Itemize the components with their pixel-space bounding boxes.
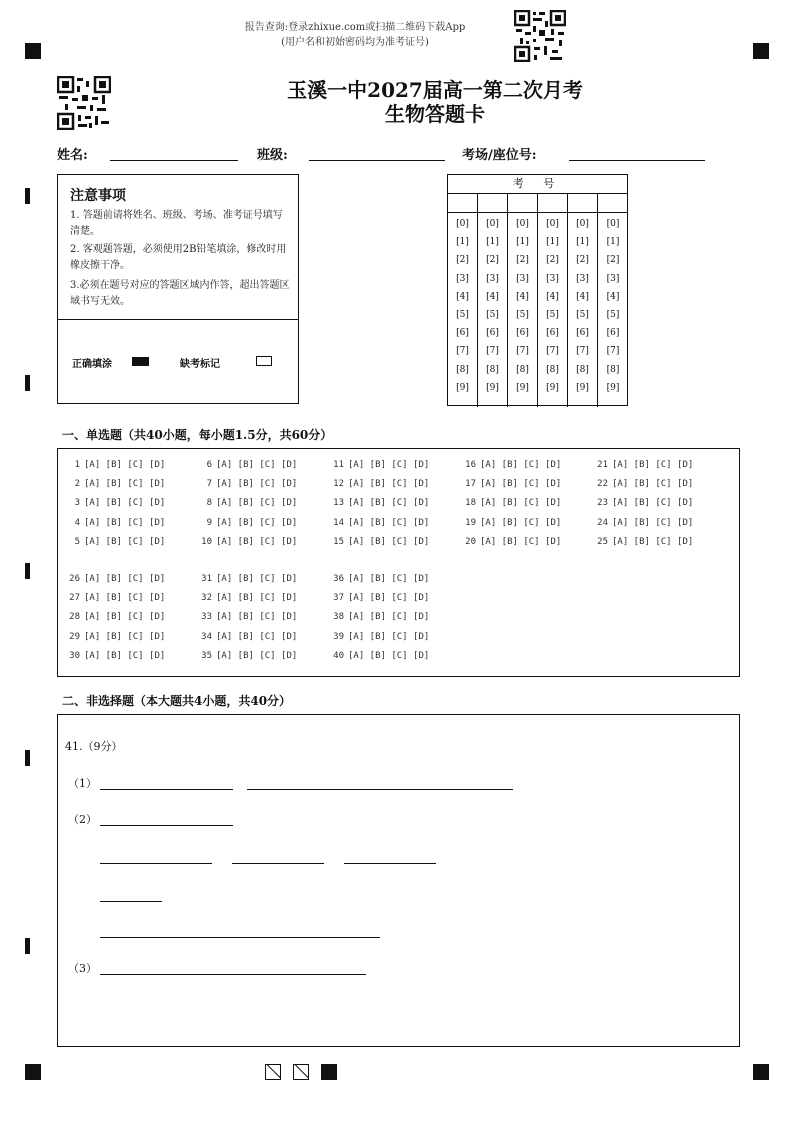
mcq-number: 27 [69, 593, 80, 604]
mcq-question-34[interactable] [198, 632, 297, 642]
mcq-options[interactable]: [A] [B] [C] [D] [348, 536, 430, 547]
notice-item-3: 3.必须在题号对应的答题区域内作答，超出答题区域书写无效。 [70, 280, 290, 307]
corner-mark-top-left [25, 43, 41, 59]
mcq-number: 19 [465, 517, 476, 528]
sheet-title [230, 78, 640, 126]
mcq-options[interactable]: [A] [B] [C] [D] [612, 536, 694, 547]
notice-item-2: 2. 客观题答题，必须使用2B铅笔填涂，修改时用橡皮擦干净。 [70, 244, 287, 271]
mcq-number: 31 [201, 574, 212, 584]
page-marker-crossed [293, 1064, 309, 1080]
mcq-number: 17 [465, 479, 476, 490]
exam-digit-bubble[interactable]: [1] [606, 237, 620, 248]
answer-line[interactable] [232, 863, 324, 864]
qr-code-left [57, 76, 111, 130]
mcq-number: 18 [465, 498, 476, 509]
mcq-question-14[interactable] [330, 518, 429, 528]
mcq-options[interactable]: [A] [B] [C] [D] [216, 460, 298, 470]
exam-number-column [448, 193, 478, 407]
mcq-options[interactable]: [A] [B] [C] [D] [216, 517, 298, 528]
exam-digit-bubble[interactable]: [4] [486, 291, 499, 302]
mcq-number: 28 [69, 612, 80, 623]
exam-digit-bubble[interactable]: [3] [576, 273, 589, 284]
exam-digit-bubble[interactable]: [9] [456, 382, 469, 393]
exam-digit-bubble[interactable]: [8] [516, 364, 529, 375]
class-label: 班级: [257, 148, 288, 163]
mcq-question-38[interactable] [330, 612, 429, 622]
mcq-options[interactable]: [A] [B] [C] [D] [216, 498, 298, 509]
mcq-question-19[interactable] [462, 518, 561, 528]
exam-digit-bubble[interactable]: [7] [576, 346, 589, 357]
mcq-question-28[interactable] [66, 612, 165, 622]
exam-digit-bubble[interactable]: [9] [576, 382, 589, 393]
mcq-options[interactable]: [A] [B] [C] [D] [216, 479, 298, 490]
question-41-label: 41.（9分） [65, 740, 123, 753]
exam-digit-bubble[interactable]: [2] [546, 255, 559, 266]
mcq-number: 13 [333, 498, 344, 509]
exam-number-write-cell[interactable] [448, 193, 477, 213]
mcq-number: 36 [333, 574, 344, 584]
mcq-question-4[interactable] [66, 518, 165, 528]
exam-digit-bubble[interactable]: [9] [606, 382, 620, 393]
mcq-question-7[interactable] [198, 479, 297, 489]
timing-bar [25, 188, 30, 204]
mcq-number: 8 [206, 498, 212, 509]
free-response-area [57, 714, 740, 1047]
notice-box [57, 174, 299, 404]
mcq-options[interactable]: [A] [B] [C] [D] [612, 479, 694, 490]
mcq-number: 20 [465, 536, 476, 547]
room-seat-field[interactable] [569, 160, 705, 161]
mcq-options[interactable]: [A] [B] [C] [D] [84, 650, 166, 661]
mcq-options[interactable]: [A] [B] [C] [D] [348, 460, 430, 470]
exam-digit-bubble[interactable]: [0] [576, 219, 589, 229]
timing-bar [25, 938, 30, 954]
mcq-question-10[interactable] [198, 537, 297, 547]
section1-title: 一、单选题（共40小题，每小题1.5分，共60分） [62, 428, 333, 442]
exam-digit-bubble[interactable]: [5] [486, 310, 499, 320]
mcq-question-37[interactable] [330, 593, 429, 603]
exam-digit-bubble[interactable]: [6] [516, 328, 529, 339]
mcq-options[interactable]: [A] [B] [C] [D] [348, 574, 430, 584]
exam-digit-bubble[interactable]: [7] [486, 346, 499, 357]
mcq-question-5[interactable] [66, 537, 165, 547]
exam-digit-bubble[interactable]: [6] [456, 328, 469, 339]
mcq-options[interactable]: [A] [B] [C] [D] [612, 517, 694, 528]
mcq-question-31[interactable] [198, 574, 297, 584]
mcq-options[interactable]: [A] [B] [C] [D] [84, 631, 166, 642]
exam-number-column [568, 193, 598, 407]
answer-line[interactable] [344, 863, 436, 864]
answer-line[interactable] [247, 789, 513, 790]
exam-digit-bubble[interactable]: [2] [606, 255, 620, 266]
mcq-question-24[interactable] [594, 518, 693, 528]
mcq-number: 4 [74, 517, 80, 528]
mcq-number: 5 [74, 536, 80, 547]
mcq-options[interactable]: [A] [B] [C] [D] [84, 479, 166, 490]
exam-digit-bubble[interactable]: [0] [606, 219, 620, 229]
mcq-number: 3 [74, 498, 80, 509]
mcq-options[interactable]: [A] [B] [C] [D] [348, 593, 430, 604]
exam-digit-bubble[interactable]: [4] [606, 291, 620, 302]
mcq-number: 35 [201, 650, 212, 661]
exam-digit-bubble[interactable]: [8] [486, 364, 499, 375]
class-field[interactable] [309, 160, 445, 161]
question-41-part1-label: （1） [68, 777, 97, 790]
mcq-number: 34 [201, 631, 212, 642]
exam-number-write-cell[interactable] [478, 193, 507, 213]
answer-line[interactable] [100, 825, 233, 826]
mcq-number: 9 [206, 517, 212, 528]
mcq-options[interactable]: [A] [B] [C] [D] [348, 631, 430, 642]
absent-mark-label: 缺考标记 [180, 359, 220, 370]
timing-bar [25, 563, 30, 579]
mcq-options[interactable]: [A] [B] [C] [D] [216, 574, 298, 584]
exam-digit-bubble[interactable]: [5] [576, 310, 589, 320]
corner-mark-top-right [753, 43, 769, 59]
exam-digit-bubble[interactable]: [1] [486, 237, 499, 248]
mcq-question-40[interactable] [330, 651, 429, 661]
mcq-number: 16 [465, 460, 476, 470]
mcq-question-6[interactable] [198, 460, 297, 470]
exam-digit-bubble[interactable]: [3] [456, 273, 469, 284]
mcq-options[interactable]: [A] [B] [C] [D] [84, 517, 166, 528]
mcq-options[interactable]: [A] [B] [C] [D] [480, 479, 562, 490]
qr-code-top [514, 10, 566, 62]
mcq-options[interactable]: [A] [B] [C] [D] [348, 479, 430, 490]
mcq-number: 38 [333, 612, 344, 623]
exam-digit-bubble[interactable]: [9] [516, 382, 529, 393]
mcq-options[interactable]: [A] [B] [C] [D] [84, 498, 166, 509]
mcq-question-1[interactable] [66, 460, 165, 470]
mcq-options[interactable]: [A] [B] [C] [D] [348, 650, 430, 661]
name-label: 姓名: [57, 148, 88, 163]
exam-digit-bubble[interactable]: [0] [486, 219, 499, 229]
mcq-question-13[interactable] [330, 498, 429, 508]
report-query-line2: (用户名和初始密码均为准考证号) [281, 37, 429, 48]
exam-number-column [508, 193, 538, 407]
exam-digit-bubble[interactable]: [9] [486, 382, 499, 393]
exam-digit-bubble[interactable]: [8] [576, 364, 589, 375]
sheet-title-line2: 生物答题卡 [385, 102, 485, 126]
exam-digit-bubble[interactable]: [5] [606, 310, 620, 320]
mcq-options[interactable]: [A] [B] [C] [D] [480, 517, 562, 528]
mcq-options[interactable]: [A] [B] [C] [D] [348, 498, 430, 509]
mcq-number: 25 [597, 536, 608, 547]
mcq-number: 14 [333, 517, 344, 528]
exam-digit-bubble[interactable]: [8] [456, 364, 469, 375]
exam-digit-bubble[interactable]: [6] [486, 328, 499, 339]
notice-heading: 注意事项 [70, 188, 126, 204]
exam-digit-bubble[interactable]: [0] [456, 219, 469, 229]
corner-mark-bottom-left [25, 1064, 41, 1080]
mcq-number: 39 [333, 631, 344, 642]
mcq-number: 40 [333, 650, 344, 661]
mcq-question-25[interactable] [594, 537, 693, 547]
mcq-options[interactable]: [A] [B] [C] [D] [216, 536, 298, 547]
mcq-number: 24 [597, 517, 608, 528]
mcq-number: 12 [333, 479, 344, 490]
exam-digit-bubble[interactable]: [7] [516, 346, 529, 357]
exam-number-write-cell[interactable] [598, 193, 628, 213]
exam-digit-bubble[interactable]: [1] [516, 237, 529, 248]
answer-line[interactable] [100, 937, 380, 938]
mcq-question-23[interactable] [594, 498, 693, 508]
exam-digit-bubble[interactable]: [2] [486, 255, 499, 266]
mcq-number: 32 [201, 593, 212, 604]
exam-digit-bubble[interactable]: [5] [546, 310, 559, 320]
question-41-part2-label: （2） [68, 813, 97, 826]
mcq-question-39[interactable] [330, 632, 429, 642]
mcq-options[interactable]: [A] [B] [C] [D] [216, 631, 298, 642]
mcq-question-16[interactable] [462, 460, 561, 470]
mcq-number: 33 [201, 612, 212, 623]
mcq-question-12[interactable] [330, 479, 429, 489]
mcq-options[interactable]: [A] [B] [C] [D] [216, 593, 298, 604]
mcq-area [57, 448, 740, 677]
exam-digit-bubble[interactable]: [4] [546, 291, 559, 302]
mcq-question-17[interactable] [462, 479, 561, 489]
exam-digit-bubble[interactable]: [1] [576, 237, 589, 248]
mcq-options[interactable]: [A] [B] [C] [D] [84, 612, 166, 623]
mcq-question-30[interactable] [66, 651, 165, 661]
exam-digit-bubble[interactable]: [6] [546, 328, 559, 339]
section2-title: 二、非选择题（本大题共4小题，共40分） [62, 694, 292, 708]
mcq-number: 21 [597, 460, 608, 470]
notice-divider [58, 319, 298, 320]
exam-digit-bubble[interactable]: [3] [606, 273, 620, 284]
answer-line[interactable] [100, 974, 366, 975]
mcq-number: 26 [69, 574, 80, 584]
mcq-number: 7 [206, 479, 212, 490]
page-marker-crossed [265, 1064, 281, 1080]
mcq-number: 22 [597, 479, 608, 490]
mcq-question-26[interactable] [66, 574, 165, 584]
mcq-question-33[interactable] [198, 612, 297, 622]
sheet-title-line1: 玉溪一中2027届高一第二次月考 [287, 78, 583, 102]
exam-digit-bubble[interactable]: [5] [516, 310, 529, 320]
exam-digit-bubble[interactable]: [1] [456, 237, 469, 248]
mcq-options[interactable]: [A] [B] [C] [D] [480, 536, 562, 547]
mcq-question-8[interactable] [198, 498, 297, 508]
exam-digit-bubble[interactable]: [6] [606, 328, 620, 339]
mcq-question-9[interactable] [198, 518, 297, 528]
mcq-options[interactable]: [A] [B] [C] [D] [84, 460, 166, 470]
mcq-options[interactable]: [A] [B] [C] [D] [216, 650, 298, 661]
exam-digit-bubble[interactable]: [2] [456, 255, 469, 266]
timing-bar [25, 375, 30, 391]
room-seat-label: 考场/座位号: [462, 148, 537, 163]
mcq-number: 6 [206, 460, 212, 470]
exam-digit-bubble[interactable]: [4] [576, 291, 589, 302]
exam-digit-bubble[interactable]: [8] [546, 364, 559, 375]
page-marker-filled [321, 1064, 337, 1080]
mcq-options[interactable]: [A] [B] [C] [D] [216, 612, 298, 623]
exam-digit-bubble[interactable]: [0] [546, 219, 559, 229]
mcq-number: 2 [74, 479, 80, 490]
corner-mark-bottom-right [753, 1064, 769, 1080]
exam-digit-bubble[interactable]: [8] [606, 364, 620, 375]
mcq-number: 1 [74, 460, 80, 470]
mcq-options[interactable]: [A] [B] [C] [D] [612, 460, 694, 470]
mcq-question-32[interactable] [198, 593, 297, 603]
mcq-options[interactable]: [A] [B] [C] [D] [480, 460, 562, 470]
mcq-number: 29 [69, 631, 80, 642]
exam-number-column [598, 193, 628, 407]
exam-digit-bubble[interactable]: [0] [516, 219, 529, 229]
exam-digit-bubble[interactable]: [7] [456, 346, 469, 357]
mcq-options[interactable]: [A] [B] [C] [D] [348, 517, 430, 528]
exam-number-column [478, 193, 508, 407]
mcq-question-22[interactable] [594, 479, 693, 489]
exam-digit-bubble[interactable]: [2] [516, 255, 529, 266]
exam-number-caption: 考 号 [448, 175, 627, 194]
mcq-question-29[interactable] [66, 632, 165, 642]
exam-digit-bubble[interactable]: [4] [456, 291, 469, 302]
exam-digit-bubble[interactable]: [2] [576, 255, 589, 266]
mcq-number: 11 [333, 460, 344, 470]
mcq-options[interactable]: [A] [B] [C] [D] [84, 536, 166, 547]
exam-digit-bubble[interactable]: [7] [546, 346, 559, 357]
exam-number-write-cell[interactable] [568, 193, 597, 213]
mcq-question-18[interactable] [462, 498, 561, 508]
exam-number-grid [447, 174, 628, 406]
exam-number-column [538, 193, 568, 407]
answer-line[interactable] [100, 789, 233, 790]
exam-digit-bubble[interactable]: [7] [606, 346, 620, 357]
name-field[interactable] [110, 160, 238, 161]
mcq-number: 30 [69, 650, 80, 661]
mcq-question-20[interactable] [462, 537, 561, 547]
notice-item-1: 1. 答题前请将姓名、班级、考场、准考证号填写清楚。 [70, 210, 283, 237]
exam-digit-bubble[interactable]: [3] [546, 273, 559, 284]
mcq-question-27[interactable] [66, 593, 165, 603]
exam-digit-bubble[interactable]: [3] [486, 273, 499, 284]
mcq-number: 23 [597, 498, 608, 509]
exam-digit-bubble[interactable]: [4] [516, 291, 529, 302]
correct-fill-label: 正确填涂 [72, 359, 112, 370]
mcq-question-2[interactable] [66, 479, 165, 489]
mcq-number: 15 [333, 536, 344, 547]
mcq-question-3[interactable] [66, 498, 165, 508]
mcq-number: 37 [333, 593, 344, 604]
mcq-question-21[interactable] [594, 460, 693, 470]
mcq-number: 10 [201, 536, 212, 547]
mcq-question-11[interactable] [330, 460, 429, 470]
timing-bar [25, 750, 30, 766]
mcq-options[interactable]: [A] [B] [C] [D] [84, 593, 166, 604]
answer-line[interactable] [100, 901, 162, 902]
exam-digit-bubble[interactable]: [9] [546, 382, 559, 393]
mcq-question-35[interactable] [198, 651, 297, 661]
answer-line[interactable] [100, 863, 212, 864]
report-query-note [210, 20, 500, 50]
absent-mark-box[interactable] [256, 356, 272, 366]
exam-number-write-cell[interactable] [508, 193, 537, 213]
exam-digit-bubble[interactable]: [5] [456, 310, 469, 320]
mcq-question-36[interactable] [330, 574, 429, 584]
mcq-question-15[interactable] [330, 537, 429, 547]
report-query-line1: 报告查询:登录zhixue.com或扫描二维码下载App [244, 22, 466, 33]
mcq-options[interactable]: [A] [B] [C] [D] [348, 612, 430, 623]
mcq-options[interactable]: [A] [B] [C] [D] [84, 574, 166, 584]
exam-number-write-cell[interactable] [538, 193, 567, 213]
exam-digit-bubble[interactable]: [1] [546, 237, 559, 248]
question-41-part3-label: （3） [68, 962, 97, 975]
correct-fill-sample [132, 357, 149, 366]
exam-digit-bubble[interactable]: [6] [576, 328, 589, 339]
mcq-options[interactable]: [A] [B] [C] [D] [480, 498, 562, 509]
mcq-options[interactable]: [A] [B] [C] [D] [612, 498, 694, 509]
exam-digit-bubble[interactable]: [3] [516, 273, 529, 284]
